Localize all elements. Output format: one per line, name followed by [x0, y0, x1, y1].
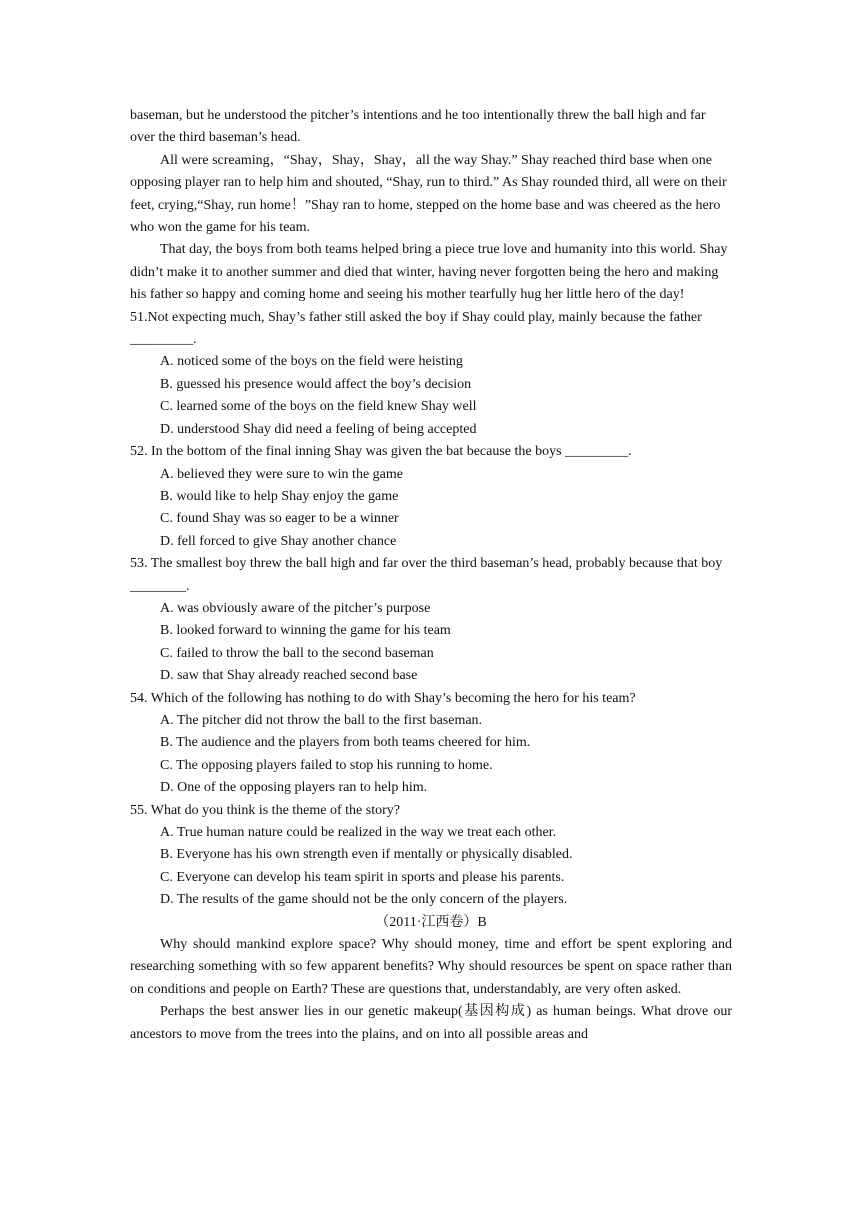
option-d: D. fell forced to give Shay another chance [160, 533, 397, 549]
option-d: D. understood Shay did need a feeling of being accepted [160, 421, 477, 437]
question-52 [130, 441, 732, 553]
document-page [130, 105, 732, 1046]
option-a: A. True human nature could be realized in the way we treat each other. [160, 825, 557, 840]
option-a: A. The pitcher did not throw the ball to the first baseman. [160, 712, 483, 728]
option-c: C. failed to throw the ball to the second baseman [160, 645, 434, 661]
option-a: A. was obviously aware of the pitcher’s purpose [160, 600, 431, 616]
passage-a-paragraph-2: All were screaming，“Shay，Shay，Shay，all the way Shay.” Shay reached third base when one opposing player ran to help him and shouted, “Shay, run to third.” As Shay rounded third, all were on their feet, crying,“Shay, run home！”Shay ran to home, stepped on the home base and was cheered as the hero who won the game for his team. [130, 152, 727, 236]
question-stem: 52. In the bottom of the final inning Shay was given the bat because the boys _________. [130, 444, 632, 460]
passage-a-paragraph-3: That day, the boys from both teams helped bring a piece true love and humanity into this world. Shay didn’t make it to another summer and died that winter, having never forgotten being the hero and making his father so happy and coming home and seeing his mother tearfully hug her little hero of the day! [130, 242, 728, 303]
option-c: C. Everyone can develop his team spirit in sports and please his parents. [160, 869, 565, 885]
question-stem: 55. What do you think is the theme of the story? [130, 802, 400, 818]
option-a: A. noticed some of the boys on the field were heisting [160, 354, 463, 370]
option-a: A. believed they were sure to win the game [160, 466, 403, 482]
option-b: B. guessed his presence would affect the boy’s decision [160, 376, 472, 392]
question-stem: 54. Which of the following has nothing to do with Shay’s becoming the hero for his team? [130, 690, 636, 706]
option-c: C. found Shay was so eager to be a winner [160, 511, 399, 527]
option-c: C. learned some of the boys on the field knew Shay well [160, 399, 477, 415]
question-51 [130, 307, 732, 441]
section-b-paragraph-2: Perhaps the best answer lies in our genetic makeup(基因构成) as human beings. What drove our ancestors to move from the trees into the plains, and on into all possible areas and [130, 1004, 732, 1042]
question-stem: 51.Not expecting much, Shay’s father still asked the boy if Shay could play, mainly because the father _________. [130, 309, 702, 348]
option-d: D. The results of the game should not be the only concern of the players. [160, 892, 568, 908]
section-b-heading: （2011·江西卷）B [375, 914, 487, 930]
question-53 [130, 553, 732, 687]
passage-a-paragraph-1: baseman, but he understood the pitcher’s intentions and he too intentionally threw the ball high and far over the third baseman’s head. [130, 108, 706, 146]
option-d: D. saw that Shay already reached second base [160, 668, 418, 684]
option-b: B. Everyone has his own strength even if mentally or physically disabled. [160, 847, 573, 863]
option-b: B. looked forward to winning the game for his team [160, 623, 451, 639]
option-d: D. One of the opposing players ran to help him. [160, 780, 428, 796]
section-b-paragraph-1: Why should mankind explore space? Why should money, time and effort be spent exploring and researching something with so few apparent benefits? Why should resources be spent on space rather than on conditions and people on Earth? These are questions that, understandably, are very often asked. [130, 937, 732, 997]
question-55 [130, 800, 732, 912]
option-b: B. would like to help Shay enjoy the game [160, 488, 399, 504]
question-stem: 53. The smallest boy threw the ball high and far over the third baseman’s head, probably because that boy ________. [130, 556, 723, 594]
option-b: B. The audience and the players from both teams cheered for him. [160, 735, 531, 751]
option-c: C. The opposing players failed to stop his running to home. [160, 757, 493, 773]
question-54 [130, 688, 732, 800]
